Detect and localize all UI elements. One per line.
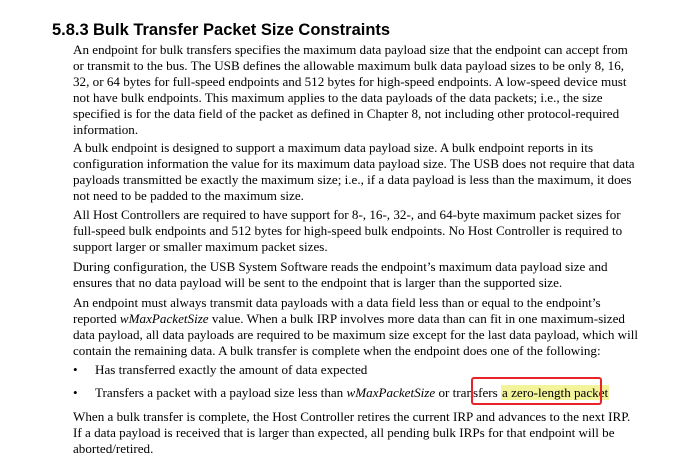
parameter-name: wMaxPacketSize: [119, 311, 209, 326]
red-callout-box: [471, 377, 602, 405]
paragraph-line: 32, or 64 bytes for full-speed endpoints and 512 bytes for high-speed endpoints. A low-speed device must: [73, 74, 627, 89]
paragraph-line: A bulk endpoint is designed to support a maximum data payload size. A bulk endpoint reports in its: [73, 140, 594, 155]
paragraph-5: [73, 295, 639, 359]
paragraph-line: contain the remaining data. A bulk transfer is complete when the endpoint does one of the following:: [73, 343, 601, 358]
paragraph-line: All Host Controllers are required to have support for 8-, 16-, 32-, and 64-byte maximum packet sizes for: [73, 207, 621, 222]
paragraph-line: specified is for the data field of the packet as defined in Chapter 8, not including other protocol-required: [73, 106, 620, 121]
bullet-icon: •: [73, 362, 78, 377]
paragraph-line: not need to be padded to the maximum size.: [73, 188, 304, 203]
paragraph-2: [73, 140, 635, 204]
paragraph-1: [73, 42, 628, 138]
section-title: Bulk Transfer Packet Size Constraints: [93, 21, 391, 39]
paragraph-line: An endpoint for bulk transfers specifies the maximum data payload size that the endpoint can accept from: [73, 42, 628, 57]
paragraph-line: During configuration, the USB System Software reads the endpoint’s maximum data payload size and: [73, 259, 608, 274]
paragraph-3: [73, 207, 623, 255]
section-number: 5.8.3: [52, 21, 89, 39]
text-run: Transfers a packet with a payload size less than: [95, 385, 347, 400]
paragraph-line: aborted/retired.: [73, 441, 154, 456]
paragraph-6: [73, 409, 631, 457]
section-heading: [52, 20, 390, 40]
paragraph-line: payloads transmitted be exactly the maximum size; i.e., if a data payload is less than the maximum, it does: [73, 172, 632, 187]
highlighted-text[interactable]: a zero-length packet: [502, 385, 609, 400]
paragraph-line: not have bulk endpoints. This maximum applies to the data payloads of the data packets; i.e., the size: [73, 90, 603, 105]
paragraph-line: information.: [73, 122, 139, 137]
bullet-text: Has transferred exactly the amount of data expected: [95, 362, 368, 377]
text-run: reported: [73, 311, 120, 326]
paragraph-line: or transmit to the bus. The USB defines the allowable maximum bulk data payload sizes to be only 8, 16,: [73, 58, 625, 73]
paragraph-line: An endpoint must always transmit data payloads with a data field less than or equal to the endpoint’s: [73, 295, 601, 310]
bullet-icon: •: [73, 385, 78, 400]
paragraph-line: If a data payload is received that is larger than expected, all pending bulk IRPs for that endpoint will be: [73, 425, 615, 440]
text-run: value. When a bulk IRP involves more data than can fit in one maximum-sized: [208, 311, 625, 326]
paragraph-line: configuration information the value for its maximum data payload size. The USB does not require that data: [73, 156, 635, 171]
text-run: or transfers: [435, 385, 502, 400]
parameter-name: wMaxPacketSize: [346, 385, 436, 400]
paragraph-line: [73, 311, 625, 327]
paragraph-line: ensures that no data payload will be sent to the endpoint that is larger than the supported size.: [73, 275, 563, 290]
paragraph-line: data payload, all data payloads are required to be maximum size except for the last data payload, which will: [73, 327, 639, 342]
paragraph-line: support larger or smaller maximum packet sizes.: [73, 239, 328, 254]
paragraph-4: [73, 259, 613, 291]
paragraph-line: When a bulk transfer is complete, the Host Controller retires the current IRP and advances to the next IRP.: [73, 409, 631, 424]
paragraph-line: full-speed bulk endpoints and 512 bytes for high-speed bulk endpoints. No Host Controller is required to: [73, 223, 623, 238]
